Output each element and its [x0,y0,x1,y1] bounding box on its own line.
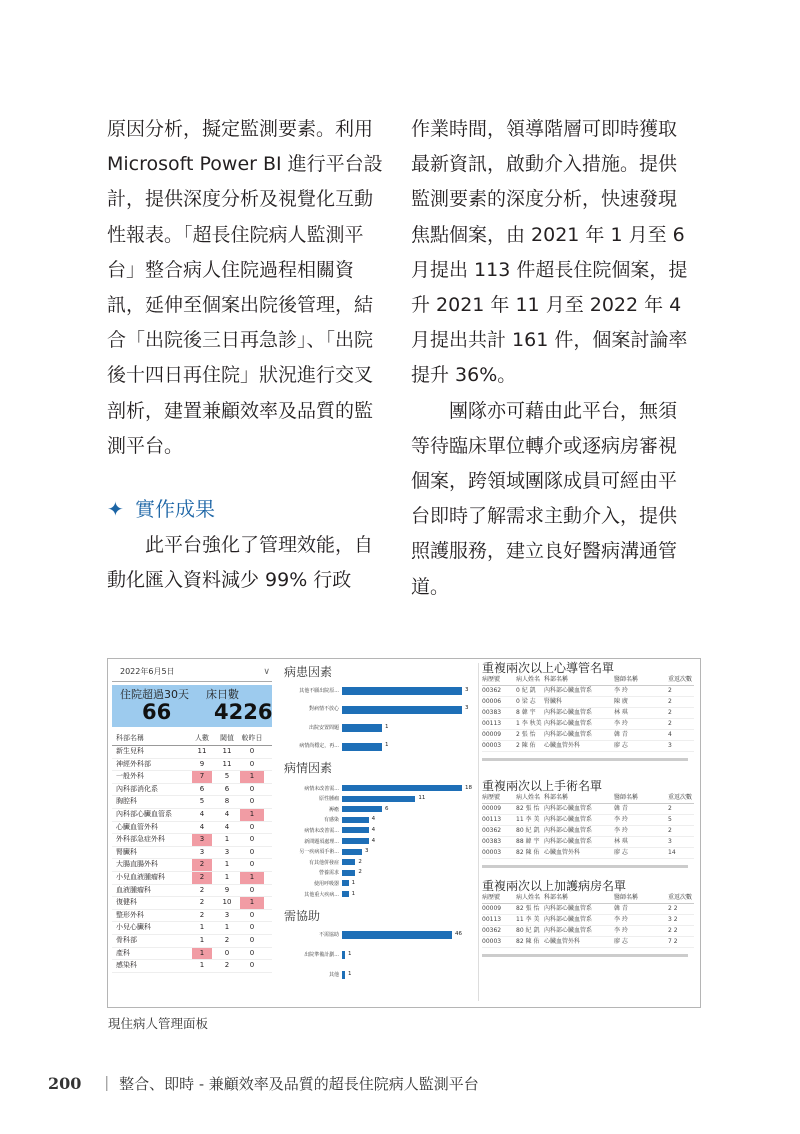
list-header-cell: 病人姓名 [516,676,541,683]
list-cell: 李 玲 [614,827,628,834]
list-cell: 14 [668,849,676,856]
dept-table-header-cell[interactable]: 人數 [195,734,209,742]
reason-charts-panel [280,661,476,1001]
bar[interactable] [342,891,349,897]
list-cell: 00113 [482,916,502,923]
kpi-value-1: 66 [142,700,172,724]
right-paragraph-2: 團隊亦可藉由此平台，無須等待臨床單位轉介或逐病房審視個案，跨領域團隊成員可經由平台即時了解需求主動介入，提供照護服務，建立良好醫病溝通管道。 [411,399,678,598]
bar[interactable] [342,827,369,833]
list-header-cell: 重返次數 [668,676,693,683]
list-row[interactable] [482,708,694,719]
dept-table-cell: 1 [224,860,230,869]
list-row[interactable] [482,730,694,741]
dept-table-cell: 9 [224,885,230,894]
dept-table-cell: 小兒心臟科 [116,923,151,932]
list-row[interactable] [482,926,694,937]
dept-table-cell: 1 [199,923,205,932]
bar[interactable] [342,785,462,791]
dept-table [112,731,272,973]
bar[interactable] [342,880,349,886]
list-cell: 2 [668,720,672,727]
bar-value: 1 [348,970,352,977]
list-row[interactable] [482,826,694,837]
list-cell: 11 李 美 [516,916,540,923]
bar-label: 其他不願出院原... [299,687,339,694]
dept-table-cell: 10 [222,898,232,907]
dept-table-cell: 產科 [116,948,130,957]
bar-value: 1 [385,723,389,730]
dept-table-cell: 4 [224,822,230,831]
list-header-cell: 醫師名稱 [614,894,639,901]
list-cell: 00383 [482,709,502,716]
bar[interactable] [342,817,369,823]
dept-table-cell: 2 [199,910,205,919]
list-cell: 3 2 [668,916,678,923]
dept-table-row[interactable] [112,960,272,973]
bar-value: 1 [348,950,352,957]
bar-value: 1 [351,890,356,897]
bar[interactable] [342,971,345,979]
bar-value: 46 [455,930,462,937]
dept-table-cell: 3 [224,910,230,919]
dept-table-cell: 11 [197,747,207,755]
star-icon: ✦ [107,497,124,522]
dept-table-cell: 0 [249,961,255,970]
list-cell: 80 紀 凱 [516,927,540,934]
list-row[interactable] [482,804,694,815]
list-header-cell: 科部名稱 [544,676,569,683]
dept-table-cell: 3 [224,847,230,856]
list-cell: 2 2 [668,905,678,912]
list-cell: 林 琪 [614,838,628,845]
dept-table-cell: 大腸直腸外科 [116,860,158,869]
list-cell: 韓 青 [614,805,628,812]
list-header-cell: 病歷號 [482,894,501,901]
dept-table-cell: 1 [240,897,264,909]
list-cell: 內科部心臟血管系 [544,805,593,812]
bar[interactable] [342,706,462,714]
bar-label: 有感染 [323,817,339,824]
dept-table-row[interactable] [112,922,272,935]
list-cell: 2 陳 佑 [516,742,536,749]
kpi-card [112,685,272,727]
list-cell: 00009 [482,731,502,738]
bar-value: 3 [465,686,469,693]
list-cell: 2 [668,805,672,812]
list-cell: 00003 [482,938,502,945]
dashboard-screenshot [107,658,701,1008]
list-cell: 內科部心臟血管系 [544,905,593,912]
list-row[interactable] [482,848,694,859]
bar-label: 有其他併發症 [308,859,339,866]
list-cell: 陳 廣 [614,698,628,705]
list-cell: 韓 青 [614,905,628,912]
dept-table-header-cell: 科部名稱 [116,734,144,742]
dept-table-cell: 1 [240,809,264,821]
list-cell: 5 [668,816,672,823]
section-heading [107,490,389,528]
dept-table-cell: 胸腔科 [116,797,137,806]
list-cell: 李 玲 [614,816,628,823]
bar[interactable] [342,838,369,844]
list-title: 重複兩次以上手術名單 [482,779,603,793]
list-title: 重複兩次以上心導管名單 [482,661,615,675]
bar-label: 不需協助 [318,931,339,938]
section-heading-text: 實作成果 [135,497,215,522]
bar[interactable] [342,849,362,855]
list-row[interactable] [482,915,694,926]
bar[interactable] [342,806,382,812]
dept-table-cell: 11 [222,759,232,768]
dept-table-cell: 小兒血液腫瘤科 [116,872,165,881]
dept-table-header-cell: 較昨日 [241,734,263,742]
list-cell: 韓 青 [614,731,628,738]
dept-table-cell: 心臟血管外科 [116,822,158,831]
list-cell: 2 [668,827,672,834]
list-cell: 2 張 怡 [516,731,536,738]
list-row[interactable] [482,686,694,697]
dept-table-row[interactable] [112,822,272,835]
chart-title: 病情因素 [284,761,333,775]
dept-table-cell: 5 [224,772,230,781]
dept-table-cell: 骨科部 [116,935,137,944]
list-cell: 廖 志 [614,742,628,749]
dept-table-row[interactable] [112,885,272,898]
bar-label: 出院準備計劃... [304,951,339,958]
bar-value: 1 [351,879,356,886]
list-row[interactable] [482,815,694,826]
repeat-list [482,879,694,957]
dept-table-row[interactable] [112,935,272,948]
list-cell: 李 玲 [614,720,628,727]
bar-label: 出院安置問題 [308,724,339,731]
bar-value: 18 [465,784,472,791]
bar-label: 其他重大疾病... [304,891,339,898]
dept-table-cell: 0 [249,910,255,919]
bar-label: 病情未改善需... [304,785,339,792]
dept-table-cell: 1 [240,771,264,783]
bar-value: 6 [385,805,389,812]
dept-table-row[interactable] [112,897,272,910]
dept-table-cell: 內科部心臟血管系 [116,809,172,818]
list-cell: 內科部心臟血管系 [544,827,593,834]
dept-table-cell: 1 [199,961,205,970]
dept-table-cell: 7 [192,771,212,783]
dept-table-cell: 腎臟科 [116,847,137,856]
dept-table-cell: 3 [192,834,212,846]
bar[interactable] [342,796,415,802]
list-header-cell: 科部名稱 [544,794,569,801]
list-cell: 11 李 美 [516,816,540,823]
dept-table-cell: 外科部急症外科 [116,835,165,844]
list-cell: 心臟血管外科 [544,938,581,945]
list-cell: 8 韓 宇 [516,709,536,716]
list-cell: 內科部心臟血管系 [544,816,593,823]
list-row[interactable] [482,937,694,948]
bar[interactable] [342,951,345,959]
list-cell: 00362 [482,927,502,934]
dept-table-cell: 神經外科部 [116,759,151,768]
dept-table-cell: 1 [224,835,230,844]
chevron-down-icon[interactable]: ∨ [263,667,270,677]
repeat-list [482,661,694,761]
horizontal-scrollbar[interactable] [482,954,688,957]
chart-title: 需協助 [284,909,321,923]
dept-table-header-cell: 閾值 [220,734,234,742]
kpi-label-2: 床日數 [206,688,239,701]
list-row[interactable] [482,837,694,848]
list-cell: 內科部心臟血管系 [544,916,593,923]
list-cell: 00113 [482,720,502,727]
dept-table-cell: 復健科 [116,898,137,907]
horizontal-scrollbar[interactable] [482,758,688,761]
list-cell: 88 韓 宇 [516,838,540,845]
list-cell: 00009 [482,805,502,812]
dept-table-cell: 4 [199,809,205,818]
dept-table-row[interactable] [112,809,272,822]
kpi-value-2: 4226 [214,700,273,724]
dept-table-cell: 3 [199,847,205,856]
dept-table-cell: 0 [249,847,255,856]
dept-table-cell: 2 [192,859,212,871]
bar-label: 新問題須處理... [304,838,339,845]
bar[interactable] [342,687,462,695]
dept-table-cell: 1 [224,872,230,881]
dept-table-row[interactable] [112,910,272,923]
dept-table-cell: 2 [192,872,212,884]
dept-table-cell: 感染科 [116,961,137,970]
list-cell: 82 陳 佑 [516,938,540,945]
left-paragraph-2: 此平台強化了管理效能，自動化匯入資料減少 99% 行政 [107,534,374,592]
kpi-label-1: 住院超過30天 [120,688,189,701]
list-cell: 0 紀 凱 [516,687,536,694]
left-paragraph-1: 原因分析，擬定監測要素。利用 Microsoft Power BI 進行平台設計，提供深度分析及視覺化互動性報表。「超長住院病人監測平台」整合病人住院過程相關資訊，延伸至個案出院後管理，結合「出院後三日再急診」、「出院後十四日再住院」狀況進行交叉剖析，建置兼顧效率及品質的監測平台。 [107,118,383,457]
dept-panel [112,663,272,999]
dept-table-header [112,731,272,746]
list-row[interactable] [482,719,694,730]
dept-table-row[interactable] [112,847,272,860]
dept-table-cell: 血液腫瘤科 [116,885,151,894]
list-cell: 00113 [482,816,502,823]
bar[interactable] [342,743,382,751]
dept-table-row[interactable] [112,834,272,847]
list-cell: 2 [668,687,672,694]
page-footer [48,1073,479,1094]
list-row[interactable] [482,741,694,752]
list-header-cell: 重返次數 [668,794,693,801]
chart-title: 病患因素 [284,665,333,679]
dept-table-row[interactable] [112,784,272,797]
bar-label: 另一疾病須手術... [299,849,339,856]
dept-table-cell: 6 [199,784,205,793]
list-row[interactable] [482,697,694,708]
dept-table-row[interactable] [112,872,272,885]
horizontal-scrollbar[interactable] [482,865,688,868]
dept-table-cell: 整形外科 [116,910,144,919]
list-header [482,893,694,904]
date-selector[interactable] [112,663,272,682]
dept-table-row[interactable] [112,746,272,759]
list-cell: 82 陳 佑 [516,849,540,856]
list-cell: 廖 志 [614,849,628,856]
bar-label: 營養需求 [318,870,339,877]
list-header-cell: 病歷號 [482,676,501,683]
list-cell: 82 張 怡 [516,905,540,912]
figure-caption: 現住病人管理面板 [108,1016,209,1031]
bar-label: 對病情不放心 [308,706,339,712]
list-header-cell: 科部名稱 [544,894,569,901]
page-number: 200 [48,1074,82,1093]
dept-table-row[interactable] [112,796,272,809]
bar-value: 3 [465,705,469,711]
list-cell: 李 玲 [614,927,628,934]
dept-table-row[interactable] [112,859,272,872]
list-cell: 00003 [482,742,502,749]
list-cell: 4 [668,731,672,738]
list-header-cell: 醫師名稱 [614,676,639,683]
dept-table-cell: 0 [249,860,255,869]
list-cell: 2 [668,698,672,705]
bar[interactable] [342,724,382,732]
dept-table-cell: 1 [199,935,205,944]
dept-table-cell: 0 [249,885,255,894]
bar[interactable] [342,870,355,876]
list-cell: 內科部心臟血管系 [544,720,593,727]
panel-divider [478,663,479,1001]
list-cell: 00362 [482,687,502,694]
dept-table-cell: 2 [199,898,205,907]
dept-table-cell: 9 [199,759,205,768]
list-cell: 00009 [482,905,502,912]
dept-table-cell: 內科部消化系 [116,784,158,793]
bar-label: 使用呼吸器 [313,880,339,887]
dept-table-cell: 5 [199,797,205,806]
list-cell: 心臟血管外科 [544,849,581,856]
dept-table-cell: 0 [249,948,255,957]
list-header-cell: 重返次數 [668,894,693,901]
list-cell: 3 [668,838,672,845]
dept-table-cell: 4 [199,822,205,831]
list-header-cell: 病人姓名 [516,894,541,901]
bar[interactable] [342,931,452,939]
dept-table-cell: 0 [224,948,230,957]
dept-table-cell: 0 [249,747,255,755]
list-cell: 林 琪 [614,709,628,716]
bar-value: 1 [385,742,389,748]
bar-value: 3 [365,848,369,855]
dept-table-cell: 8 [224,797,230,806]
bar-value: 2 [358,869,362,876]
dept-table-row[interactable] [112,948,272,961]
bar-value: 11 [418,795,426,802]
bar[interactable] [342,859,355,865]
dept-table-cell: 0 [249,822,255,831]
bar-value: 4 [371,816,376,823]
dept-table-cell: 11 [222,747,232,755]
bar-value: 4 [371,837,376,844]
list-cell: 李 玲 [614,687,628,694]
dept-table-cell: 1 [240,872,264,884]
list-cell: 82 張 怡 [516,805,540,812]
dept-table-cell: 0 [249,923,255,932]
dept-table-row[interactable] [112,771,272,784]
date-value: 2022年6月5日 [120,667,175,676]
list-cell: 李 玲 [614,916,628,923]
list-cell: 00362 [482,827,502,834]
list-cell: 廖 志 [614,938,628,945]
dept-table-cell: 0 [249,797,255,806]
list-cell: 00383 [482,838,502,845]
list-row[interactable] [482,904,694,915]
list-cell: 內科部心臟血管系 [544,927,593,934]
dept-table-cell: 2 [224,935,230,944]
list-cell: 腎臟科 [544,698,563,705]
bar-label: 病情尚穩定，再... [299,743,339,749]
list-cell: 內科部心臟血管系 [544,838,593,845]
running-title: ｜ 整合、即時 - 兼顧效率及品質的超長住院病人監測平台 [99,1075,479,1093]
list-cell: 1 李 秋美 [516,720,542,727]
dept-table-cell: 6 [224,784,230,793]
right-paragraph-1: 作業時間，領導階層可即時獲取最新資訊，啟動介入措施。提供監測要素的深度分析，快速發現焦點個案，由 2021 年 1 月至 6 月提出 113 件超長住院個案，提升 2021 年 11 月至 2022 年 4 月提出共計 161 件，個案討論率提升 36%。 [411,118,688,387]
list-cell: 內科部心臟血管系 [544,687,593,694]
bar-label: 病情未改善需... [304,827,339,834]
dept-table-cell: 0 [249,935,255,944]
dept-table-cell: 2 [224,961,230,970]
dept-table-cell: 0 [249,784,255,793]
list-cell: 3 [668,742,672,749]
bar-value: 2 [358,858,362,865]
bar-value: 4 [371,826,376,833]
list-cell: 內科部心臟血管系 [544,731,593,738]
dept-table-cell: 1 [224,923,230,932]
left-column [107,112,389,598]
repeat-lists-panel [482,661,694,1001]
dept-table-cell: 4 [224,809,230,818]
list-cell: 00006 [482,698,502,705]
list-cell: 80 紀 凱 [516,827,540,834]
repeat-list [482,779,694,868]
dept-table-cell: 0 [249,835,255,844]
list-cell: 內科部心臟血管系 [544,709,593,716]
list-cell: 2 [668,709,672,716]
dept-table-row[interactable] [112,759,272,772]
right-column [411,112,693,605]
list-header-cell: 醫師名稱 [614,794,639,801]
bar-label: 原性腫瘤 [318,796,339,803]
bar-label: 褥瘡 [328,806,339,813]
list-cell: 0 梁 志 [516,698,536,705]
list-header [482,675,694,686]
bar-label: 其他 [328,971,339,978]
list-header [482,793,694,804]
dept-table-cell: 新生兒科 [116,747,144,755]
dept-table-cell: 一般外科 [116,772,144,781]
dept-table-cell: 0 [249,759,255,768]
list-header-cell: 病歷號 [482,794,501,801]
list-cell: 2 2 [668,927,678,934]
dept-table-cell: 2 [199,885,205,894]
dept-table-cell: 1 [192,948,212,960]
list-title: 重複兩次以上加護病房名單 [482,879,627,893]
list-cell: 7 2 [668,938,678,945]
list-cell: 心臟血管外科 [544,742,581,749]
list-header-cell: 病人姓名 [516,794,541,801]
list-cell: 00003 [482,849,502,856]
